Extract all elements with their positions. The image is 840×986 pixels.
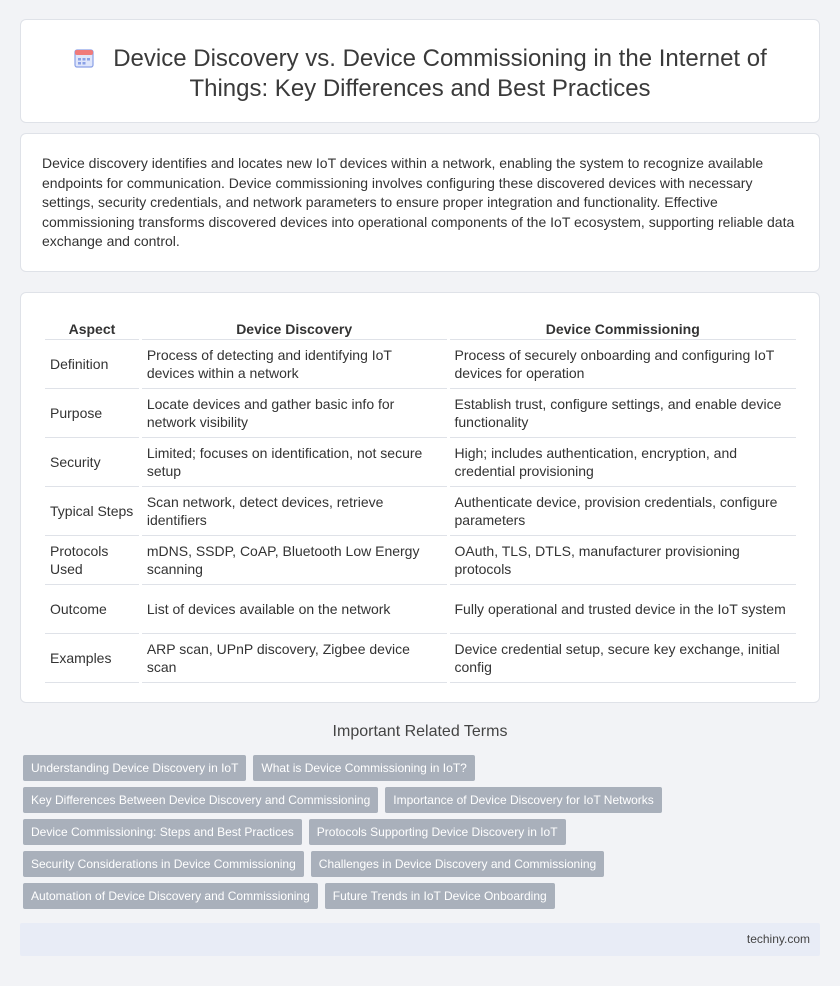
page-title-line [61, 44, 779, 104]
row-discovery: mDNS, SSDP, CoAP, Bluetooth Low Energy scanning [142, 536, 447, 585]
row-aspect: Purpose [45, 389, 139, 438]
related-term-link[interactable]: Importance of Device Discovery for IoT Networks [385, 787, 662, 813]
row-discovery: Locate devices and gather basic info for network visibility [142, 389, 447, 438]
row-commissioning: Establish trust, configure settings, and enable device functionality [450, 389, 797, 438]
title-wrap [61, 44, 779, 104]
table-row [45, 340, 796, 389]
row-aspect: Typical Steps [45, 487, 139, 536]
table-row [45, 389, 796, 438]
table-header-row [45, 314, 796, 340]
intro-paragraph: Device discovery identifies and locates new IoT devices within a network, enabling the system to recognize available endpoints for communication. Device commissioning involves configuring these discovered devices with necessary settings, security credentials, and network parameters to ensure proper integration and functionality. Effective commissioning transforms discovered devices into operational components of the IoT ecosystem, supporting reliable data exchange and control. [42, 155, 795, 250]
header-card [20, 19, 820, 123]
row-commissioning: High; includes authentication, encryption, and credential provisioning [450, 438, 797, 487]
row-discovery: ARP scan, UPnP discovery, Zigbee device scan [142, 634, 447, 683]
row-discovery: Limited; focuses on identification, not secure setup [142, 438, 447, 487]
related-term-link[interactable]: Security Considerations in Device Commissioning [23, 851, 304, 877]
header-device-commissioning: Device Commissioning [450, 314, 797, 340]
tag-row [23, 755, 823, 781]
row-discovery: Process of detecting and identifying IoT devices within a network [142, 340, 447, 389]
table-row [45, 634, 796, 683]
comparison-table [42, 314, 799, 683]
related-term-link[interactable]: Understanding Device Discovery in IoT [23, 755, 246, 781]
related-terms-list [23, 755, 823, 915]
row-commissioning: Fully operational and trusted device in the IoT system [450, 585, 797, 634]
related-term-link[interactable]: Challenges in Device Discovery and Commissioning [311, 851, 604, 877]
row-discovery: Scan network, detect devices, retrieve identifiers [142, 487, 447, 536]
header-aspect: Aspect [45, 314, 139, 340]
row-commissioning: Authenticate device, provision credentials, configure parameters [450, 487, 797, 536]
related-terms-title: Important Related Terms [332, 723, 508, 740]
row-aspect: Definition [45, 340, 139, 389]
related-term-link[interactable]: Protocols Supporting Device Discovery in IoT [309, 819, 566, 845]
row-aspect: Outcome [45, 585, 139, 634]
table-row [45, 487, 796, 536]
related-term-link[interactable]: What is Device Commissioning in IoT? [253, 755, 474, 781]
row-commissioning: OAuth, TLS, DTLS, manufacturer provisioning protocols [450, 536, 797, 585]
tag-row [23, 883, 823, 909]
tag-row [23, 819, 823, 845]
row-aspect: Security [45, 438, 139, 487]
footer-site-name: techiny.com [746, 932, 810, 946]
table-row [45, 438, 796, 487]
row-commissioning: Process of securely onboarding and configuring IoT devices for operation [450, 340, 797, 389]
row-commissioning: Device credential setup, secure key exchange, initial config [450, 634, 797, 683]
related-term-link[interactable]: Future Trends in IoT Device Onboarding [325, 883, 555, 909]
comparison-table-card [20, 292, 820, 703]
footer [20, 923, 820, 956]
row-discovery: List of devices available on the network [142, 585, 447, 634]
header-device-discovery: Device Discovery [142, 314, 447, 340]
row-aspect: Protocols Used [45, 536, 139, 585]
row-aspect: Examples [45, 634, 139, 683]
table-row [45, 585, 796, 634]
calendar-icon [73, 47, 95, 69]
related-term-link[interactable]: Device Commissioning: Steps and Best Practices [23, 819, 302, 845]
intro-card [20, 133, 820, 272]
related-term-link[interactable]: Key Differences Between Device Discovery and Commissioning [23, 787, 378, 813]
tag-row [23, 787, 823, 813]
tag-row [23, 851, 823, 877]
page-title: Device Discovery vs. Device Commissioning in the Internet of Things: Key Differences and Best Practices [113, 45, 767, 102]
related-term-link[interactable]: Automation of Device Discovery and Commissioning [23, 883, 318, 909]
table-row [45, 536, 796, 585]
